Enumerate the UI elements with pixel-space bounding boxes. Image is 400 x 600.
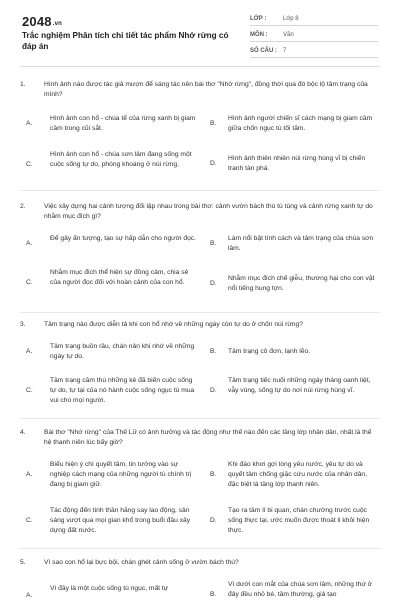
option-text: Nhằm mục đích chế giễu, thương hại cho con vật nổi tiếng hung tợn. <box>228 275 375 292</box>
info-row-subject <box>250 28 378 42</box>
option-text: Tác động đến tinh thần hăng say lao động, sản sáng vượt qua mọi gian khổ trong buổi đầu xây dựng đất nước. <box>50 507 191 534</box>
question-3 <box>20 320 380 420</box>
question-text: Bài thơ "Nhớ rừng" của Thế Lữ có ảnh hưởng và tác động như thế nào đến các tầng lớp nhân dân, nhất là thế hệ thanh niên lúc bấy giờ? <box>44 429 372 446</box>
option-a[interactable] <box>26 114 196 136</box>
option-text: Tâm trạng cô đơn, lạnh lẽo. <box>228 348 311 355</box>
question-divider <box>20 190 380 191</box>
option-letter: A. <box>26 592 33 599</box>
brand-logo[interactable] <box>22 14 62 29</box>
option-text: Vì dưới con mắt của chúa sơn lâm, những thứ ở đây đều nhỏ bé, tầm thường, giả tạo <box>228 581 373 598</box>
option-a[interactable] <box>26 342 196 364</box>
question-1 <box>20 80 380 190</box>
header <box>0 0 400 70</box>
brand-name: 2048 <box>22 14 52 29</box>
option-c[interactable] <box>26 268 196 300</box>
option-text: Hình ảnh thiên nhiên núi rừng hùng vĩ bị chiến tranh tàn phá. <box>228 155 366 172</box>
question-number: 4. <box>20 429 26 436</box>
page-title: Trắc nghiệm Phân tích chi tiết tác phẩm Nhớ rừng có đáp án <box>22 31 229 51</box>
option-letter: D. <box>210 160 217 167</box>
info-value: 7 <box>283 47 287 54</box>
option-c[interactable] <box>26 150 196 182</box>
option-b[interactable] <box>210 114 380 136</box>
question-5 <box>20 558 380 600</box>
option-text: Để gây ấn tượng, tạo sự hấp dẫn cho người đọc. <box>50 235 197 242</box>
option-text: Tâm trạng căm thù những kẻ đã biến cuộc sống tự do, tự tại của nó hành cuộc sống ngục tù mua vui cho mọi người. <box>50 377 195 404</box>
question-number: 5. <box>20 559 26 566</box>
info-box <box>250 12 378 60</box>
option-d[interactable] <box>210 274 380 296</box>
question-4 <box>20 428 380 548</box>
info-value: Lớp 8 <box>283 15 299 22</box>
info-label: LỚP : <box>250 15 267 22</box>
option-text: Tâm trạng buồn rầu, chán nản khi nhớ về những ngày tự do. <box>50 343 195 360</box>
option-letter: A. <box>26 471 33 478</box>
option-text: Hình ảnh con hổ - chúa tể của rừng xanh bị giam cầm trong cũi sắt. <box>50 115 196 132</box>
option-letter: B. <box>210 120 217 127</box>
option-letter: B. <box>210 591 217 598</box>
option-text: Hình ảnh người chiến sĩ cách mạng bị giam cầm giữa chốn ngục tù tối tăm. <box>228 115 373 132</box>
option-letter: C. <box>26 387 33 394</box>
option-b[interactable] <box>210 347 380 359</box>
option-text: Tâm trạng tiếc nuối những ngày tháng oanh liệt, vẫy vùng, sống tự do nơi núi rừng hùng vĩ. <box>228 377 371 394</box>
question-number: 3. <box>20 321 26 328</box>
option-letter: B. <box>210 471 217 478</box>
option-a[interactable] <box>26 460 196 492</box>
option-b[interactable] <box>210 234 380 256</box>
question-divider <box>20 312 380 313</box>
info-label: MÔN : <box>250 31 268 38</box>
option-text: Khi đáo khơi gợi lòng yêu nước, yêu tự do và quyết tâm chống giặc cứu nước của nhân dân, đặc biệt là tầng lớp thanh niên. <box>228 461 368 488</box>
question-text: Tâm trạng nào được diễn tả khi con hổ nhớ về những ngày còn tự do ở chốn núi rừng? <box>44 321 303 328</box>
info-row-count <box>250 44 378 58</box>
option-letter: A. <box>26 120 33 127</box>
info-row-class <box>250 12 378 26</box>
option-a[interactable] <box>26 234 196 256</box>
option-letter: A. <box>26 240 33 247</box>
option-text: Làm nổi bật tính cách và tâm trạng của chúa sơn lâm. <box>228 235 374 252</box>
question-divider <box>20 548 380 549</box>
option-letter: D. <box>210 517 217 524</box>
option-d[interactable] <box>210 376 380 408</box>
option-letter: C. <box>26 279 33 286</box>
header-divider <box>20 66 380 67</box>
option-letter: B. <box>210 348 217 355</box>
option-text: Tạo ra tâm lí bi quan, chán chường trước cuộc sống thực tại, ước muốn được thoát li khỏi hiện thực. <box>228 507 370 534</box>
question-divider <box>20 418 380 419</box>
option-text: Biểu hiện ý chí quyết tâm, tin tưởng vào sự nghiệp cách mạng của những người tù chính trị đang bị giam giữ. <box>50 461 192 488</box>
question-text: Hình ảnh nào được tác giả mượn để sáng tác nên bài thơ "Nhớ rừng", đồng thời qua đó bộc lộ tâm trạng của mình? <box>44 81 368 98</box>
option-b[interactable] <box>210 580 380 600</box>
option-letter: D. <box>210 387 217 394</box>
brand-tld: .vn <box>52 21 63 27</box>
question-number: 1. <box>20 81 26 88</box>
option-letter: D. <box>210 280 217 287</box>
option-text: Hình ảnh con hổ - chúa sơn lâm đang sống một cuộc sống tự do, phóng khoáng ở núi rừng. <box>50 151 192 168</box>
option-c[interactable] <box>26 376 196 408</box>
option-letter: A. <box>26 348 33 355</box>
option-d[interactable] <box>210 154 380 176</box>
option-b[interactable] <box>210 460 380 492</box>
question-text: Việc xây dựng hai cảnh tượng đối lập nhau trong bài thơ: cảnh vườn bách thú tù túng và cảnh rừng xanh tự do nhằm mục đích gì? <box>44 203 373 220</box>
option-c[interactable] <box>26 506 196 538</box>
info-label: SỐ CÂU : <box>250 47 277 54</box>
option-a[interactable] <box>26 584 196 600</box>
info-value: Văn <box>283 31 294 38</box>
question-text: Vì sao con hổ lại bực bội, chán ghét cảnh sống ở vườn bách thú? <box>44 559 239 566</box>
option-text: Vì đây là một cuộc sống tù ngục, mất tự <box>50 585 169 592</box>
question-number: 2. <box>20 203 26 210</box>
option-letter: C. <box>26 161 33 168</box>
option-letter: C. <box>26 517 33 524</box>
option-letter: B. <box>210 240 217 247</box>
option-d[interactable] <box>210 506 380 538</box>
option-text: Nhằm mục đích thể hiện sự đồng cảm, chia sẻ của người đọc đối với hoàn cảnh của con hổ. <box>50 269 189 286</box>
question-2 <box>20 202 380 312</box>
